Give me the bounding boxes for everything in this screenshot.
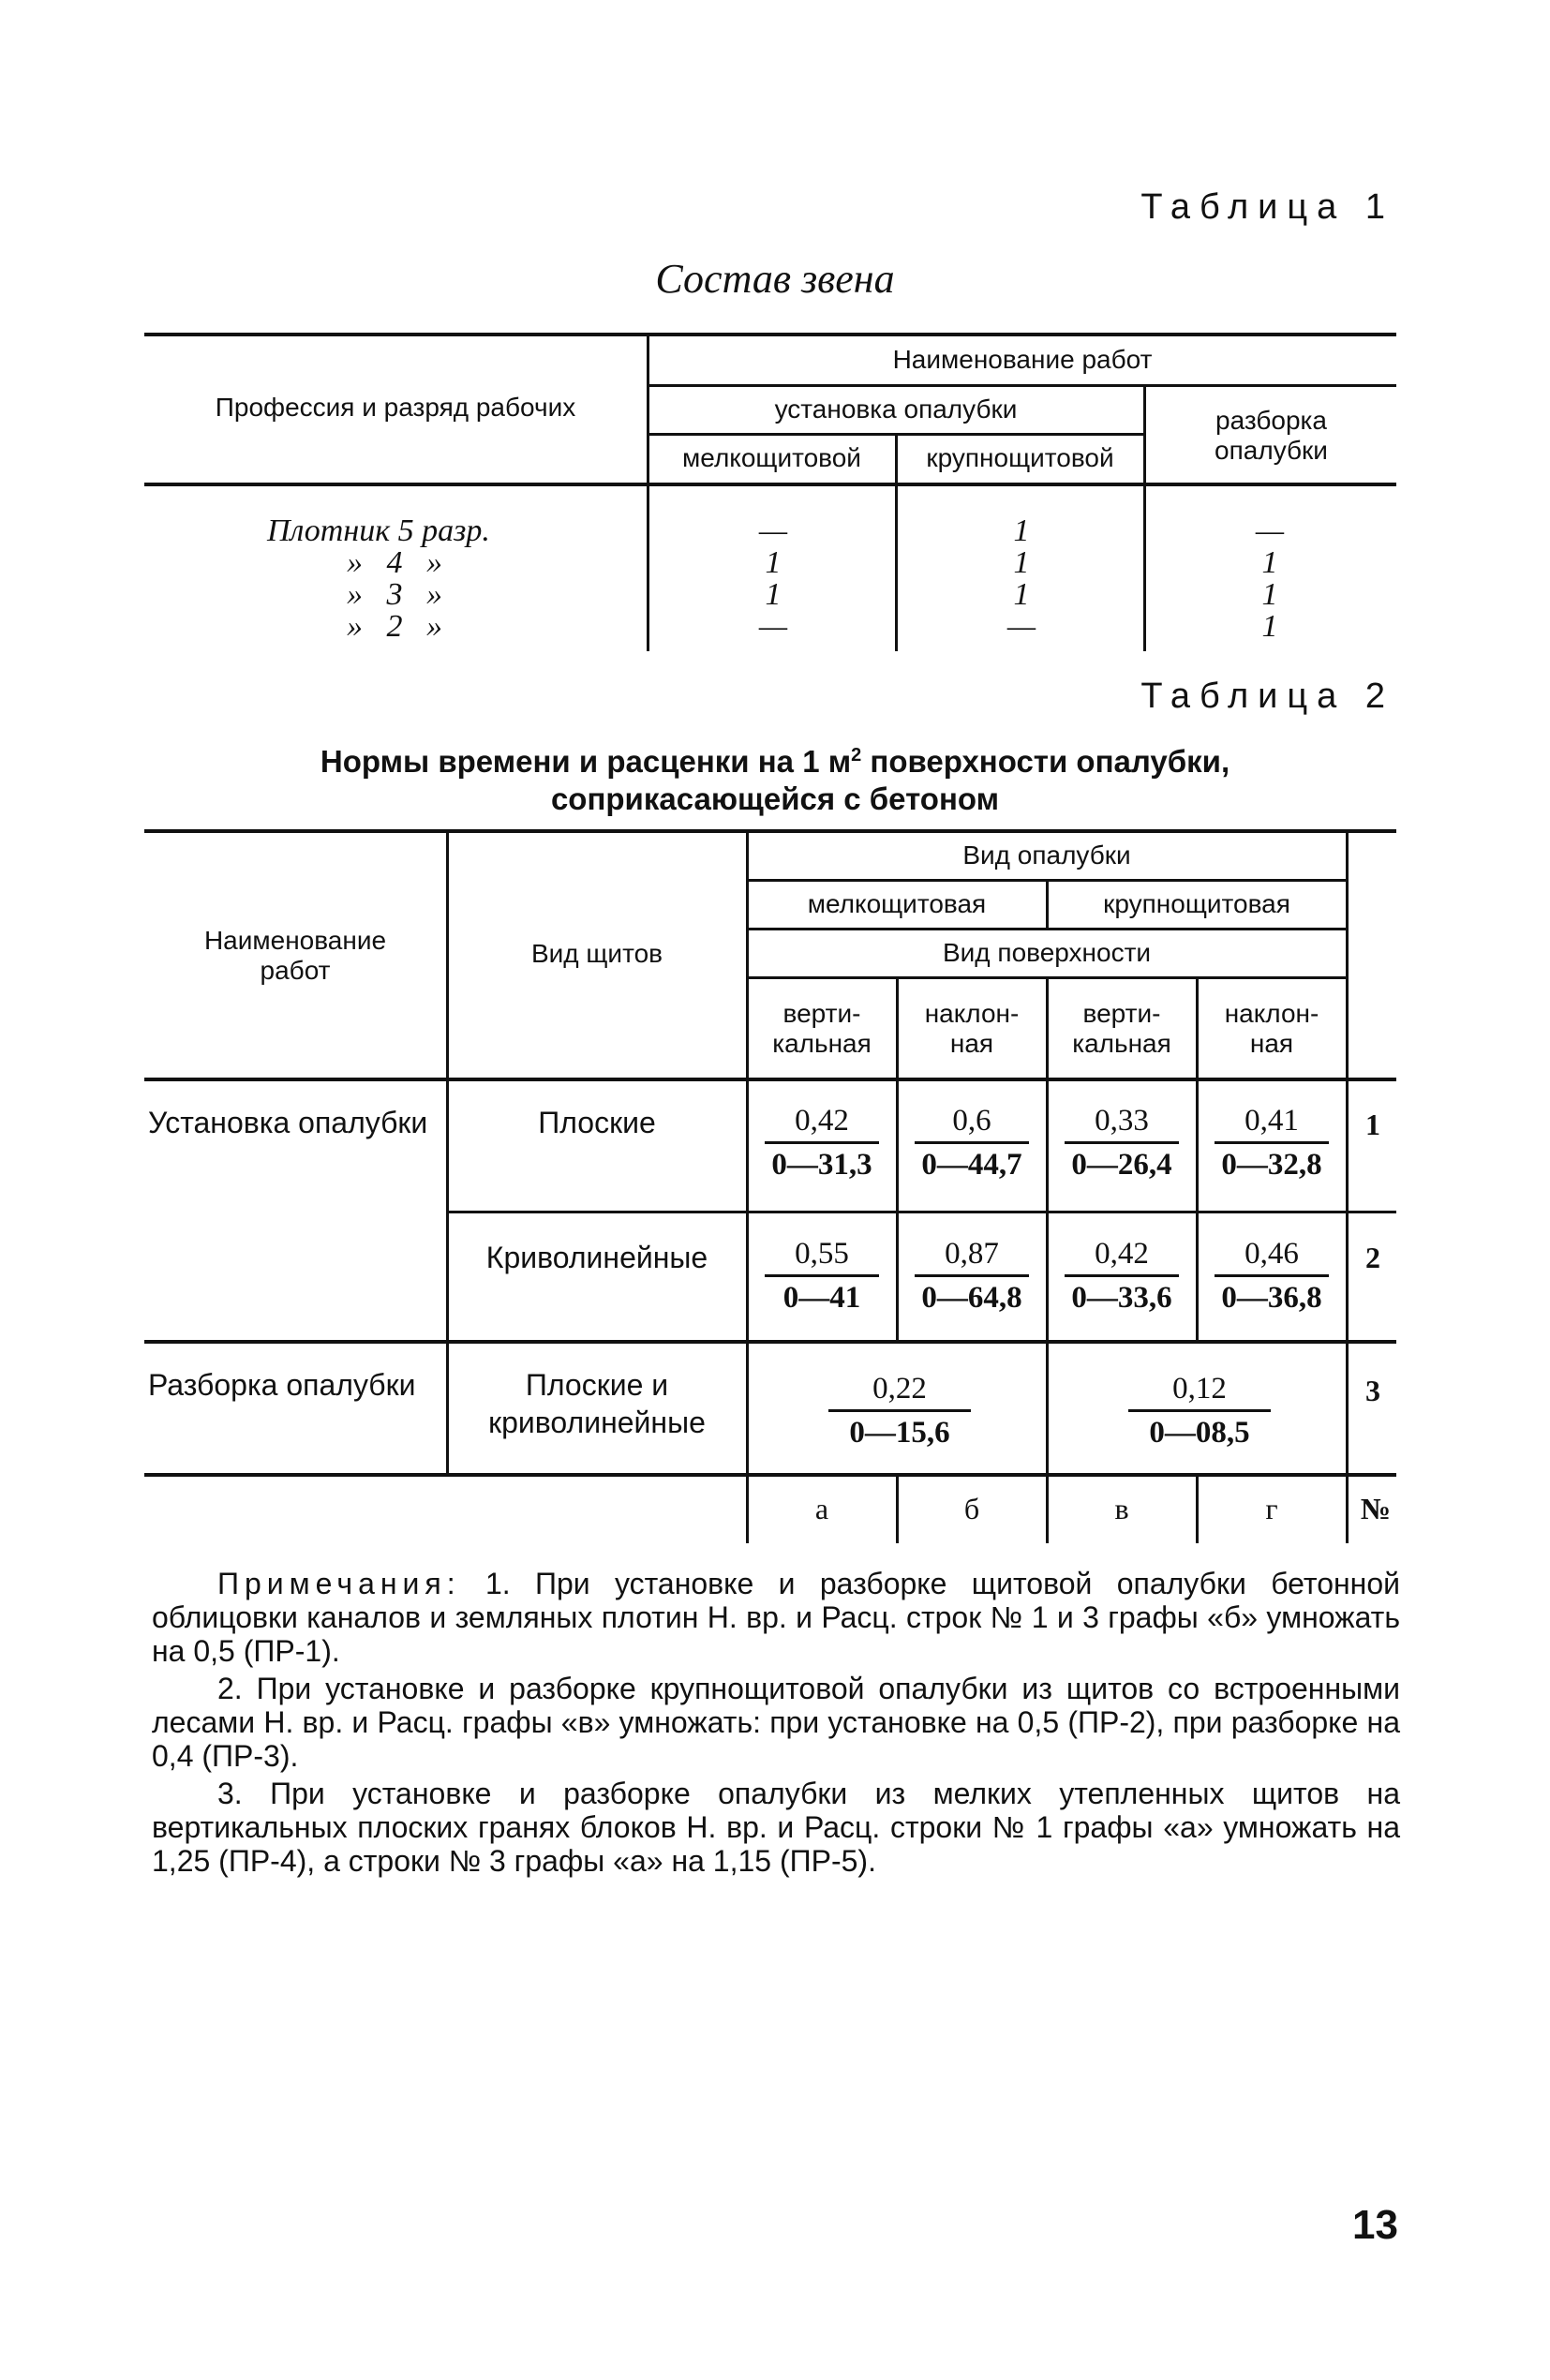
t2-value	[761, 1235, 883, 1316]
t2-header-vert: верти-кальная	[772, 998, 872, 1058]
t2-time: 0,55	[795, 1237, 849, 1271]
t2-column-letter: б	[963, 1492, 980, 1525]
fraction-bar	[1128, 1409, 1271, 1412]
t2-value	[761, 1102, 883, 1183]
t1-header-dismantle: разборка опалубки	[1215, 406, 1328, 465]
t2-value	[911, 1102, 1033, 1183]
t1-header-small: мелкощитовой	[682, 443, 861, 472]
t2-time: 0,33	[1095, 1104, 1149, 1138]
t1-row-prof: » 4 »	[347, 545, 442, 580]
t2-row-shield: Криволинейные	[485, 1241, 708, 1274]
t2-row-shield: Плоские и криволинейные	[488, 1368, 706, 1439]
t2-value	[1211, 1235, 1333, 1316]
t1-header-profession: Профессия и разряд рабочих	[215, 393, 576, 422]
t2-value	[1061, 1102, 1183, 1183]
fraction-bar	[765, 1274, 879, 1277]
t2-price: 0—64,8	[921, 1281, 1022, 1315]
fraction-bar	[915, 1274, 1029, 1277]
t1-cell: —	[758, 513, 788, 548]
t2-price: 0—31,3	[771, 1148, 872, 1182]
fraction-bar	[765, 1141, 879, 1144]
t1-cell: —	[758, 609, 788, 644]
t1-cell: —	[1255, 513, 1285, 548]
t1-cell: 1	[1013, 545, 1030, 580]
t1-cell: 1	[1261, 545, 1278, 580]
t1-header-install: установка опалубки	[774, 394, 1018, 424]
fraction-bar	[1215, 1274, 1329, 1277]
table2-title-part: поверхности опалубки,	[861, 744, 1230, 779]
t2-price: 0—15,6	[849, 1416, 950, 1450]
t2-column-letter: а	[814, 1492, 829, 1525]
t2-row-num: 1	[1365, 1108, 1380, 1141]
t2-header-small: мелкощитовая	[807, 889, 987, 918]
t2-value	[825, 1370, 975, 1451]
t2-time: 0,22	[872, 1372, 927, 1406]
t1-header-works: Наименование работ	[892, 345, 1153, 374]
t2-row-shield: Плоские	[538, 1106, 656, 1139]
t2-time: 0,42	[795, 1104, 849, 1138]
t1-cell: —	[1006, 609, 1036, 644]
notes-heading: Примечания:	[217, 1567, 461, 1600]
t2-header-incl: наклон-ная	[924, 998, 1020, 1058]
table1-label: Таблица 1	[1140, 187, 1394, 227]
t1-row-prof: » 3 »	[347, 577, 442, 612]
t2-value	[1125, 1370, 1274, 1451]
t2-num-label: №	[1360, 1492, 1392, 1525]
t2-time: 0,46	[1244, 1237, 1299, 1271]
t1-cell: 1	[1013, 513, 1030, 548]
t2-price: 0—41	[782, 1281, 861, 1315]
t2-time: 0,42	[1095, 1237, 1149, 1271]
t2-header-vert: верти-кальная	[1072, 998, 1171, 1058]
t2-time: 0,12	[1172, 1372, 1227, 1406]
note-1-text: 1. При установке и разборке щитовой опалубки бетонной облицовки каналов и земляных плотин Н. вр. и Расц. строк № 1 и 3 графы «б» умножать на 0,5 (ПР-1).	[152, 1567, 1400, 1668]
fraction-bar	[1215, 1141, 1329, 1144]
t2-header-formwork: Вид опалубки	[962, 840, 1131, 870]
t2-price: 0—36,8	[1221, 1281, 1322, 1315]
t2-header-incl: наклон-ная	[1224, 998, 1319, 1058]
t2-header-surface: Вид поверхности	[942, 938, 1152, 967]
t2-price: 0—33,6	[1071, 1281, 1172, 1315]
table1-title: Состав звена	[655, 256, 895, 302]
table2-title-part: Нормы времени и расценки на 1 м	[320, 744, 852, 779]
notes	[152, 1567, 1400, 1878]
t2-row-work: Разборка опалубки	[148, 1368, 416, 1402]
note-1	[152, 1567, 1400, 1668]
page-number: 13	[1352, 2202, 1398, 2248]
fraction-bar	[915, 1141, 1029, 1144]
t2-header-large: крупнощитовая	[1103, 889, 1290, 918]
t2-time: 0,6	[952, 1104, 991, 1138]
t2-row-num: 2	[1365, 1241, 1380, 1274]
t2-header-shields: Вид щитов	[530, 938, 663, 968]
t2-value	[1211, 1102, 1333, 1183]
t2-value	[911, 1235, 1033, 1316]
t1-header-large: крупнощитовой	[926, 443, 1114, 472]
fraction-bar	[1065, 1274, 1179, 1277]
t2-header-works: Наименование работ	[203, 926, 387, 985]
t1-cell: 1	[1261, 609, 1278, 644]
fraction-bar	[828, 1409, 971, 1412]
t2-time: 0,87	[945, 1237, 999, 1271]
t1-cell: 1	[765, 577, 782, 612]
table2-label: Таблица 2	[1140, 677, 1394, 716]
t1-cell: 1	[1261, 577, 1278, 612]
t1-row-prof: Плотник 5 разр.	[267, 513, 490, 548]
t1-row-prof: » 2 »	[347, 609, 442, 644]
note-2: 2. При установке и разборке крупнощитовой опалубки из щитов со встроенными лесами Н. вр. и Расц. графы «в» умножать: при установке на 0,5 (ПР-2), при разборке на 0,4 (ПР-3).	[152, 1672, 1400, 1773]
table2-title-part: соприкасающейся с бетоном	[550, 781, 1000, 816]
t1-cell: 1	[1013, 577, 1030, 612]
t2-time: 0,41	[1244, 1104, 1299, 1138]
table2-title	[0, 736, 1550, 818]
fraction-bar	[1065, 1141, 1179, 1144]
t2-value	[1061, 1235, 1183, 1316]
t2-row-num: 3	[1365, 1374, 1380, 1407]
t1-cell: 1	[765, 545, 782, 580]
t2-price: 0—32,8	[1221, 1148, 1322, 1182]
t2-price: 0—26,4	[1071, 1148, 1172, 1182]
t2-price: 0—08,5	[1149, 1416, 1250, 1450]
t2-column-letter: в	[1114, 1492, 1129, 1525]
t2-price: 0—44,7	[921, 1148, 1022, 1182]
t2-column-letter: г	[1265, 1492, 1278, 1525]
table2-title-sup: 2	[851, 745, 862, 766]
note-3: 3. При установке и разборке опалубки из мелких утепленных щитов на вертикальных плоских гранях блоков Н. вр. и Расц. строки № 1 графы «а» умножать на 1,25 (ПР-4), а строки № 3 графы «а» на 1,15 (ПР-5).	[152, 1777, 1400, 1878]
t2-row-work: Установка опалубки	[148, 1106, 428, 1139]
